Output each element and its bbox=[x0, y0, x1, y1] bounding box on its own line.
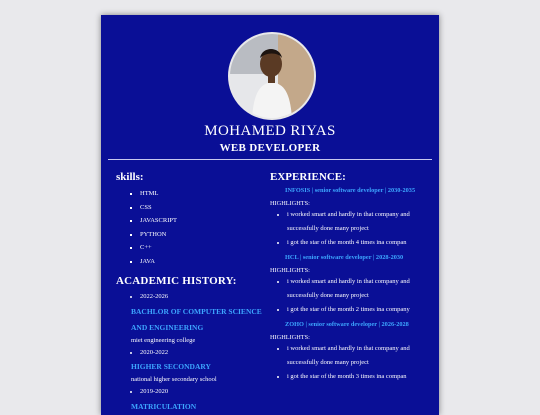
highlights-label: HIGHLIGHTS: bbox=[270, 334, 310, 341]
person-photo-icon bbox=[230, 34, 314, 118]
experience-heading: EXPERIENCE: bbox=[270, 171, 346, 183]
academic-institution: national higher secondary school bbox=[131, 376, 217, 383]
skills-heading: skills: bbox=[116, 171, 144, 183]
skill-item: ▪ HTML bbox=[140, 187, 266, 201]
academic-degree: HIGHER SECONDARY bbox=[131, 362, 211, 371]
skill-item: ▪ JAVASCRIPT bbox=[140, 214, 266, 228]
skill-item: ▪ PYTHON bbox=[140, 228, 266, 242]
highlights-label: HIGHLIGHTS: bbox=[270, 267, 310, 274]
highlight-item: • i worked smart and hardly in that company and successfully done many project bbox=[287, 275, 438, 303]
company-title: INFOSIS | senior software developer | 2030-2035 bbox=[285, 187, 416, 194]
academic-degree: BACHLOR OF COMPUTER SCIENCE AND ENGINEERING bbox=[131, 306, 262, 332]
highlight-item: • i worked smart and hardly in that company and successfully done many project bbox=[287, 342, 438, 370]
academic-institution: miet engineering college bbox=[131, 336, 196, 344]
header-divider bbox=[108, 159, 432, 160]
resume-card bbox=[101, 15, 439, 415]
experience-entry bbox=[270, 187, 438, 250]
academic-years: • 2020-2022 bbox=[140, 346, 266, 360]
company-title: ZOHO | senior software developer | 2026-2028 bbox=[285, 321, 409, 328]
skill-item: ▪ JAVA bbox=[140, 255, 266, 269]
highlight-item: • i worked smart and hardly in that company and successfully done many project bbox=[287, 208, 438, 236]
highlight-item: • i got the star of the month 3 times ina compan bbox=[287, 370, 438, 384]
academic-heading: ACADEMIC HISTORY: bbox=[116, 275, 237, 287]
academic-list bbox=[116, 290, 266, 415]
academic-years: • 2019-2020 bbox=[140, 385, 266, 399]
academic-years: • 2022-2026 bbox=[140, 290, 266, 304]
skills-list bbox=[116, 187, 266, 268]
skill-item: ▪ C++ bbox=[140, 241, 266, 255]
experience-entry bbox=[270, 321, 438, 384]
left-column bbox=[116, 171, 266, 415]
profile-name: MOHAMED RIYAS bbox=[204, 123, 336, 139]
skill-item: ▪ CSS bbox=[140, 201, 266, 215]
company-title: HCL | senior software developer | 2028-2030 bbox=[285, 254, 404, 261]
highlight-item: • i got the star of the month 4 times ina compan bbox=[287, 236, 438, 250]
profile-role: WEB DEVELOPER bbox=[219, 142, 321, 154]
right-column bbox=[270, 171, 438, 388]
academic-degree: MATRICULATION bbox=[131, 401, 197, 411]
highlights-label: HIGHLIGHTS: bbox=[270, 200, 310, 207]
experience-entry bbox=[270, 254, 438, 317]
highlight-item: • i got the star of the month 2 times ina company bbox=[287, 303, 438, 317]
profile-photo bbox=[228, 32, 316, 120]
